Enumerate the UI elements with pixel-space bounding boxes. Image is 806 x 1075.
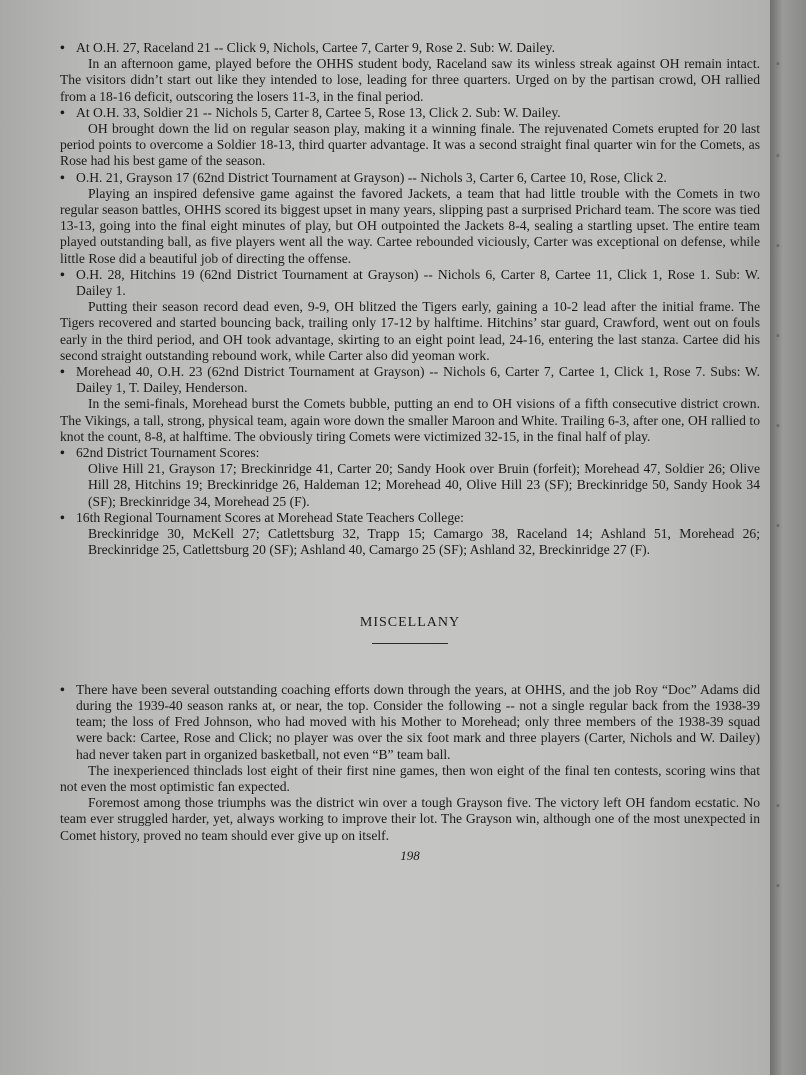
game-score-line: • At O.H. 27, Raceland 21 -- Click 9, Nichols, Cartee 7, Carter 9, Rose 2. Sub: W. Dailey. [60, 40, 760, 56]
game-score-line: • At O.H. 33, Soldier 21 -- Nichols 5, Carter 8, Cartee 5, Rose 13, Click 2. Sub: W. Dailey. [60, 105, 760, 121]
game-score-line: • O.H. 28, Hitchins 19 (62nd District Tournament at Grayson) -- Nichols 6, Carter 8, Cartee 11, Click 1, Rose 1. Sub: W. Dailey 1. [60, 267, 760, 299]
tournament-scores: Olive Hill 21, Grayson 17; Breckinridge 41, Carter 20; Sandy Hook over Bruin (forfeit); Morehead 47, Soldier 26; Olive Hill 28, Hitchins 19; Breckinridge 26, Haldeman 12; Morehead 40, Olive Hill 23 (SF); Breckinridge 50, Sandy Hook 34 (SF); Breckinridge 34, Morehead 25 (F). [88, 461, 760, 509]
bleed-through-mark: ▪ [776, 420, 780, 432]
page-number: 198 [400, 847, 420, 863]
game-narrative: Putting their season record dead even, 9-9, OH blitzed the Tigers early, gaining a 10-2 lead after the initial frame. The Tigers recovered and started bouncing back, trailing only 17-12 by halftime. Hitchins’ star guard, Crawford, went out on fouls early in the third period, and OH took advantage, skirting to an eight point lead, 24-16, entering the last stanza. Cartee did his second straight outstanding rebound work, while Carter also did yeoman work. [60, 299, 760, 363]
bleed-through-mark: ▪ [776, 800, 780, 812]
game-narrative: In an afternoon game, played before the OHHS student body, Raceland saw its winless streak against OH remain intact. The visitors didn’t start out like they intended to lose, leading for three quarters. Urged on by the partisan crowd, OH rallied from a 18-16 deficit, outscoring the losers 11-3, in the final period. [60, 56, 760, 104]
heading-rule [372, 643, 448, 644]
game-score-line: • Morehead 40, O.H. 23 (62nd District Tournament at Grayson) -- Nichols 6, Carter 7, Cartee 1, Click 1, Rose 7. Subs: W. Dailey 1, T. Dailey, Henderson. [60, 364, 760, 396]
bleed-through-mark: ▪ [776, 150, 780, 162]
bleed-through-mark: ▪ [776, 58, 780, 70]
game-narrative: Playing an inspired defensive game against the favored Jackets, a team that had little trouble with the Comets in two regular season battles, OHHS scored its biggest upset in many years, slipping past a surprised Prichard team. The score was tied 13-13, going into the final eight minutes of play, but OH outpointed the Jackets 8-4, sealing a startling upset. The entire team played outstanding ball, as five players went all the way. Cartee rebounded viciously, Carter was exceptional on defense, while little Rose did a beautiful job of directing the offense. [60, 185, 760, 266]
bleed-through-mark: ▪ [776, 330, 780, 342]
miscellany-paragraph: The inexperienced thinclads lost eight of their first nine games, then won eight of the final ten contests, scoring wins that not even the most optimistic fan expected. [60, 762, 760, 794]
game-narrative: OH brought down the lid on regular season play, making it a winning finale. The rejuvenated Comets erupted for 20 last period points to overcome a Soldier 18-13, third quarter advantage. It was a second straight final quarter win for the Comets, as Rose had his best game of the season. [60, 121, 760, 169]
bleed-through-mark: ▪ [776, 240, 780, 252]
bleed-through-mark: ▪ [776, 880, 780, 892]
bleed-through-mark: ▪ [776, 520, 780, 532]
miscellany-paragraph: Foremost among those triumphs was the district win over a tough Grayson five. The victory left OH fandom ecstatic. No team ever struggled harder, yet, always working to improve their lot. The Grayson win, although one of the most unexpected in Comet history, proved no team should ever give up on itself. [60, 795, 760, 843]
game-narrative: In the semi-finals, Morehead burst the Comets bubble, putting an end to OH visions of a fifth consecutive district crown. The Vikings, a tall, strong, physical team, again wore down the smaller Maroon and White. Trailing 6-3, after one, OH rallied to knot the count, 8-8, at halftime. The obviously tiring Comets were victimized 32-15, in the final half of play. [60, 396, 760, 444]
tournament-title: • 62nd District Tournament Scores: [60, 445, 760, 461]
tournament-title: • 16th Regional Tournament Scores at Morehead State Teachers College: [60, 510, 760, 526]
miscellany-bullet: • There have been several outstanding coaching efforts down through the years, at OHHS, and the job Roy “Doc” Adams did during the 1939-40 season ranks at, or near, the top. Consider the following -- not a single regular back from the 1938-39 team; the loss of Fred Johnson, who had moved with his Mother to Morehead; only three members of the 1938-39 squad were back: Cartee, Rose and Click; no player was over the six foot mark and three players (Carter, Nichols and W. Dailey) had never taken part in organized basketball, not even “B” team ball. [60, 682, 760, 763]
game-score-line: • O.H. 21, Grayson 17 (62nd District Tournament at Grayson) -- Nichols 3, Carter 6, Cartee 10, Rose, Click 2. [60, 170, 760, 186]
section-heading: MISCELLANY [359, 614, 461, 630]
next-page-edge [770, 0, 806, 1075]
tournament-scores: Breckinridge 30, McKell 27; Catlettsburg 32, Trapp 15; Camargo 38, Raceland 14; Ashland 51, Morehead 26; Breckinridge 25, Catlettsburg 20 (SF); Ashland 40, Camargo 25 (SF); Ashland 32, Breckinridge 27 (F). [88, 526, 760, 558]
page-content [60, 40, 760, 864]
